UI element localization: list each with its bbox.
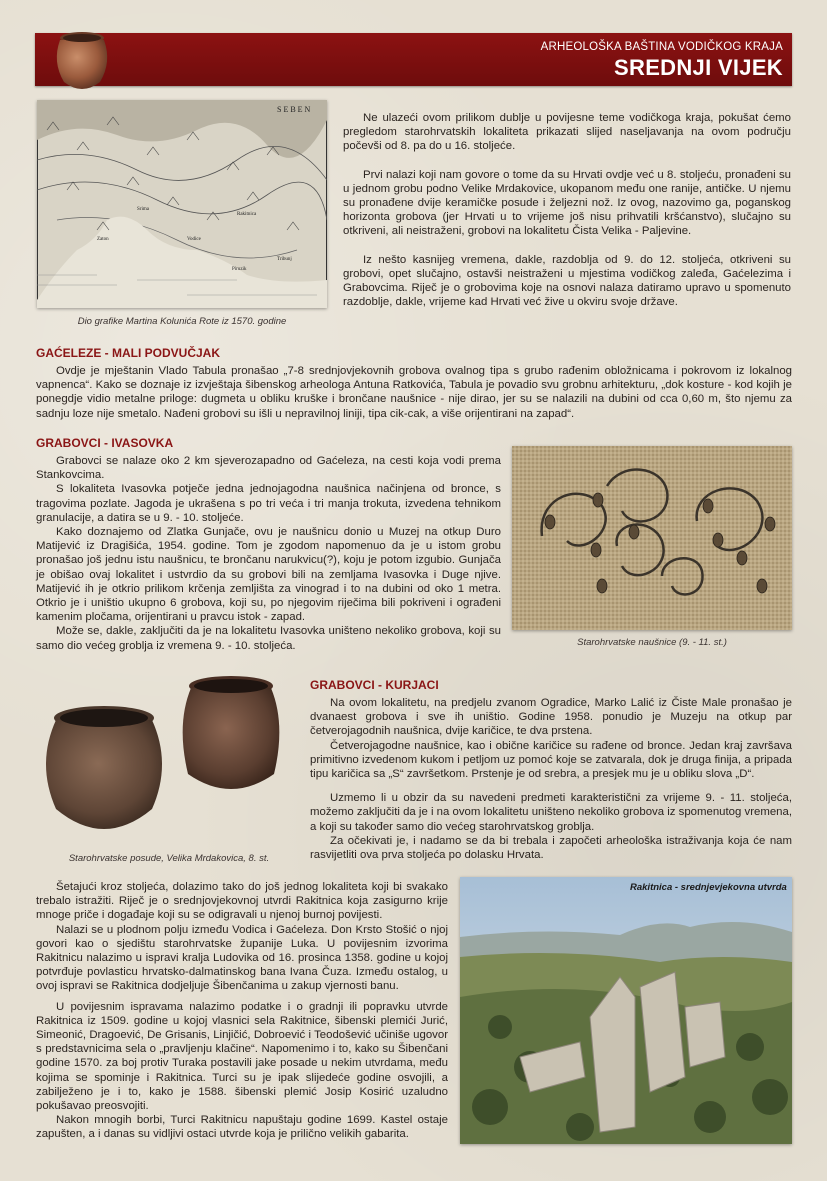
map-label: Rakitnica xyxy=(237,212,257,217)
map-label: Srima xyxy=(137,207,149,212)
map-label: Zaton xyxy=(97,237,109,242)
header-subtitle: ARHEOLOŠKA BAŠTINA VODIČKOG KRAJA xyxy=(540,41,783,53)
section-rakitnica xyxy=(36,880,448,1142)
section-paragraph: Može se, dakle, zaključiti da je na lokalitetu Ivasovka uništeno nekoliko grobova, koji su samo dio većeg groblja iz vremena 9. - 10. stoljeća. xyxy=(36,625,501,652)
pots-photo xyxy=(36,674,302,844)
earrings-photo xyxy=(512,446,792,630)
section-paragraph: Šetajući kroz stoljeća, dolazimo tako do još jednog lokaliteta koji bi svakako trebalo istražiti. Riječ je o srednjovjekovnoj utvrdi Rakitnica koja zasigurno krije mnoge priče i događaje koji su se odigravali u njenoj burnoj povijesti. xyxy=(36,881,448,922)
pot-icon xyxy=(50,28,115,96)
header-title: SREDNJI VIJEK xyxy=(614,55,783,80)
map-label: Piruzik xyxy=(232,267,247,272)
section-paragraph: Četverojagodne naušnice, kao i obične karičice su rađene od bronce. Jedan kraj završava primitivno izvedenom kukom i petljom uz pomoć koje se zatvarala, dok je druga finija, a pripada tipu karičica sa „S“ završetkom. Prstenje je od srebra, a presjek mu je u obliku slova „D“. xyxy=(310,739,792,781)
section-paragraph: Na ovom lokalitetu, na predjelu zvanom Ogradice, Marko Lalić iz Čiste Male pronašao je dvanaest grobova i sve ih uništio. Godine 1958. ponudio je Muzeju na otkup par četverojagodnih naušnica, dvije karičice, te dva prstena. xyxy=(310,697,792,738)
section-paragraph: Nakon mnogih borbi, Turci Rakitnicu napuštaju godine 1699. Kastel ostaje zapušten, a i danas su vidljivi ostaci utvrde koja je prilično velikih gabarita. xyxy=(36,1114,448,1141)
section-kurjaci xyxy=(310,678,792,862)
section-heading: GRABOVCI - IVASOVKA xyxy=(36,436,174,450)
map-label-sebenico: S E B E N xyxy=(277,105,311,114)
intro-paragraph: Iz nešto kasnijeg vremena, dakle, razdoblja od 9. do 12. stoljeća, otkriveni su grobovi, opet slučajno, ostavši neistraženi u mjestima vodičkog zaleđa, Gaćelezima i Grabovcima. Riječ je o grobovima koje na osnovi nalaza datiramo upravo u spomenuto razdoblje, dakle, vrijeme kad Hrvati već žive u okviru svoje države. xyxy=(343,253,791,309)
pots-caption: Starohrvatske posude, Velika Mrdakovica, 8. st. xyxy=(68,853,270,864)
intro-paragraph: Ne ulazeći ovom prilikom dublje u povijesne teme vodičkoga kraja, pokušat ćemo pregledom starohrvatskih lokaliteta prikazati slijed naseljavanja na ovom području počevši od 8. pa do u 16. stoljeće. xyxy=(343,112,791,153)
map-caption: Dio grafike Martina Kolunića Rote iz 1570. godine xyxy=(77,316,287,327)
map-label: Tribunj xyxy=(277,257,292,262)
earrings-caption: Starohrvatske naušnice (9. - 11. st.) xyxy=(577,637,727,648)
section-paragraph: Za očekivati je, i nadamo se da bi trebala i započeti arheološka istraživanja koja će nam rasvijetliti ova prva stoljeća po dolasku Hrvata. xyxy=(310,834,792,862)
section-gaceleze xyxy=(36,346,792,421)
section-ivasovka xyxy=(36,436,501,653)
intro-text xyxy=(343,111,791,309)
section-paragraph: Uzmemo li u obzir da su navedeni predmeti karakteristični za vrijeme 9. - 11. stoljeća, možemo zaključiti da je i na ovom lokalitetu uništeno nekoliko grobova iz spomenutog vremena, a koji su također samo dio većeg starohrvatskog groblja. xyxy=(310,792,792,833)
section-paragraph: Kako doznajemo od Zlatka Gunjače, ovu je naušnicu donio u Muzej na otkup Duro Matijević iz Dragišića, 1954. godine. Tom je zgodom napomenuo da je u istom grobu pronašao još jednu istu naušnicu, te brončanu narukvicu(?), koju je potom izgubio. Gunjača je obišao ovaj lokalitet i ustvrdio da su grobovi bili na zemljama Ivasovka i Duge njive. Matijević ih je otkrio prilikom krčenja zemljišta za vinograd i to na dubini od oko 1 metra. Otkrio je i uništio ukupno 6 grobova, koji su, po njegovim riječima bili pokriveni i ograđeni kamenim pločama, orijentirani u pravcu istok - zapad. xyxy=(36,526,501,624)
section-heading: GAĆELEZE - MALI PODVUČJAK xyxy=(36,346,221,360)
map-label: Vodice xyxy=(187,237,201,242)
section-paragraph: Grabovci se nalaze oko 2 km sjeverozapadno od Gaćeleza, na cesti koja vodi prema Stankovcima. xyxy=(36,455,501,482)
historic-map-image xyxy=(37,100,327,308)
section-heading: GRABOVCI - KURJACI xyxy=(310,678,439,692)
intro-paragraph: Prvi nalazi koji nam govore o tome da su Hrvati ovdje već u 8. stoljeću, pronađeni su u jednom grobu podno Velike Mrdakovice, ukopanom među one ranije, antičke. U njemu su pronađene dvije keramičke posude i željezni nož. Iz ovog, nazovimo ga, poganskog horizonta grobova (jer Hrvati u to vrijeme još nisu prihvatili kršćanstvo), slučajno su otkriveni, ali neistraženi, grobovi na lokalitetu Čista Velika - Paljevine. xyxy=(343,168,791,238)
rakitnica-photo-label: Rakitnica - srednjevjekovna utvrda xyxy=(630,882,787,893)
section-paragraph: Nalazi se u plodnom polju između Vodica i Gaćeleza. Don Krsto Stošić o njoj govori kao o sjedištu starohrvatske županije Luka. U povijesnim izvorima Rakitnicu nalazimo u ispravi kralja Ludovika od 16. prosinca 1358. godine u kojoj potvrđuje povlasticu hrvatsko-dalmatinskog bana Ivana Čuza. Između ostalog, u ovoj ispravi se Rakitnica dodjeljuje Šibenčanima u zakup vjernosti banu. xyxy=(36,923,448,993)
section-paragraph: Ovdje je mještanin Vlado Tabula pronašao „7-8 srednjovjekovnih grobova ovalnog tipa s grubo rađenim obložnicama i pokrovom iz lokalnog vapnenca“. Kako se doznaje iz izvještaja šibenskog arheologa Antuna Ratkovića, Tabula je povadio svu grobnu arhitekturu, „dok kosture - kod kojih je ponegdje vidio metalne priloge: dugmeta u obliku kruške i brončane naušnice - nije dirao, jer su se nalazili na dubini od cca 0,60 m, što njemu za sadnju loze nije smetalo. Nađeni grobovi su išli u nepravilnoj liniji, tipa cik-cak, a više orijentirani na zapad“. xyxy=(36,365,792,420)
section-paragraph: S lokaliteta Ivasovka potječe jedna jednojagodna naušnica načinjena od bronce, s tragovima pozlate. Jagoda je ukrašena s po tri veća i tri manja trokuta, izvedena tehnikom granulacije, a datira se u 9. - 10. stoljeće. xyxy=(36,483,501,524)
section-paragraph: U povijesnim ispravama nalazimo podatke i o gradnji ili popravku utvrde Rakitnica iz 1509. godine u kojoj vlasnici sela Rakitnice, šibenski plemići Jurić, Simeonić, Dragoević, De Grisanis, Linjičić, Dobroević i Teodošević učiniše ugovor s predstavnicima sela o „pravljenju klačine“. Napomenimo i to, kako su Šibenčani godine 1570. za boj protiv Turaka postavili jake posade u nekim utvrdama, među kojima se spominje i Rakitnica. Turci su je ipak slijedeće godine osvojili, a zabilježeno je i to, kako je 1588. šibenski plemić Josip Kosirić uzaludno pokušavao preosvojiti. xyxy=(36,1000,448,1113)
rakitnica-photo xyxy=(460,877,792,1144)
